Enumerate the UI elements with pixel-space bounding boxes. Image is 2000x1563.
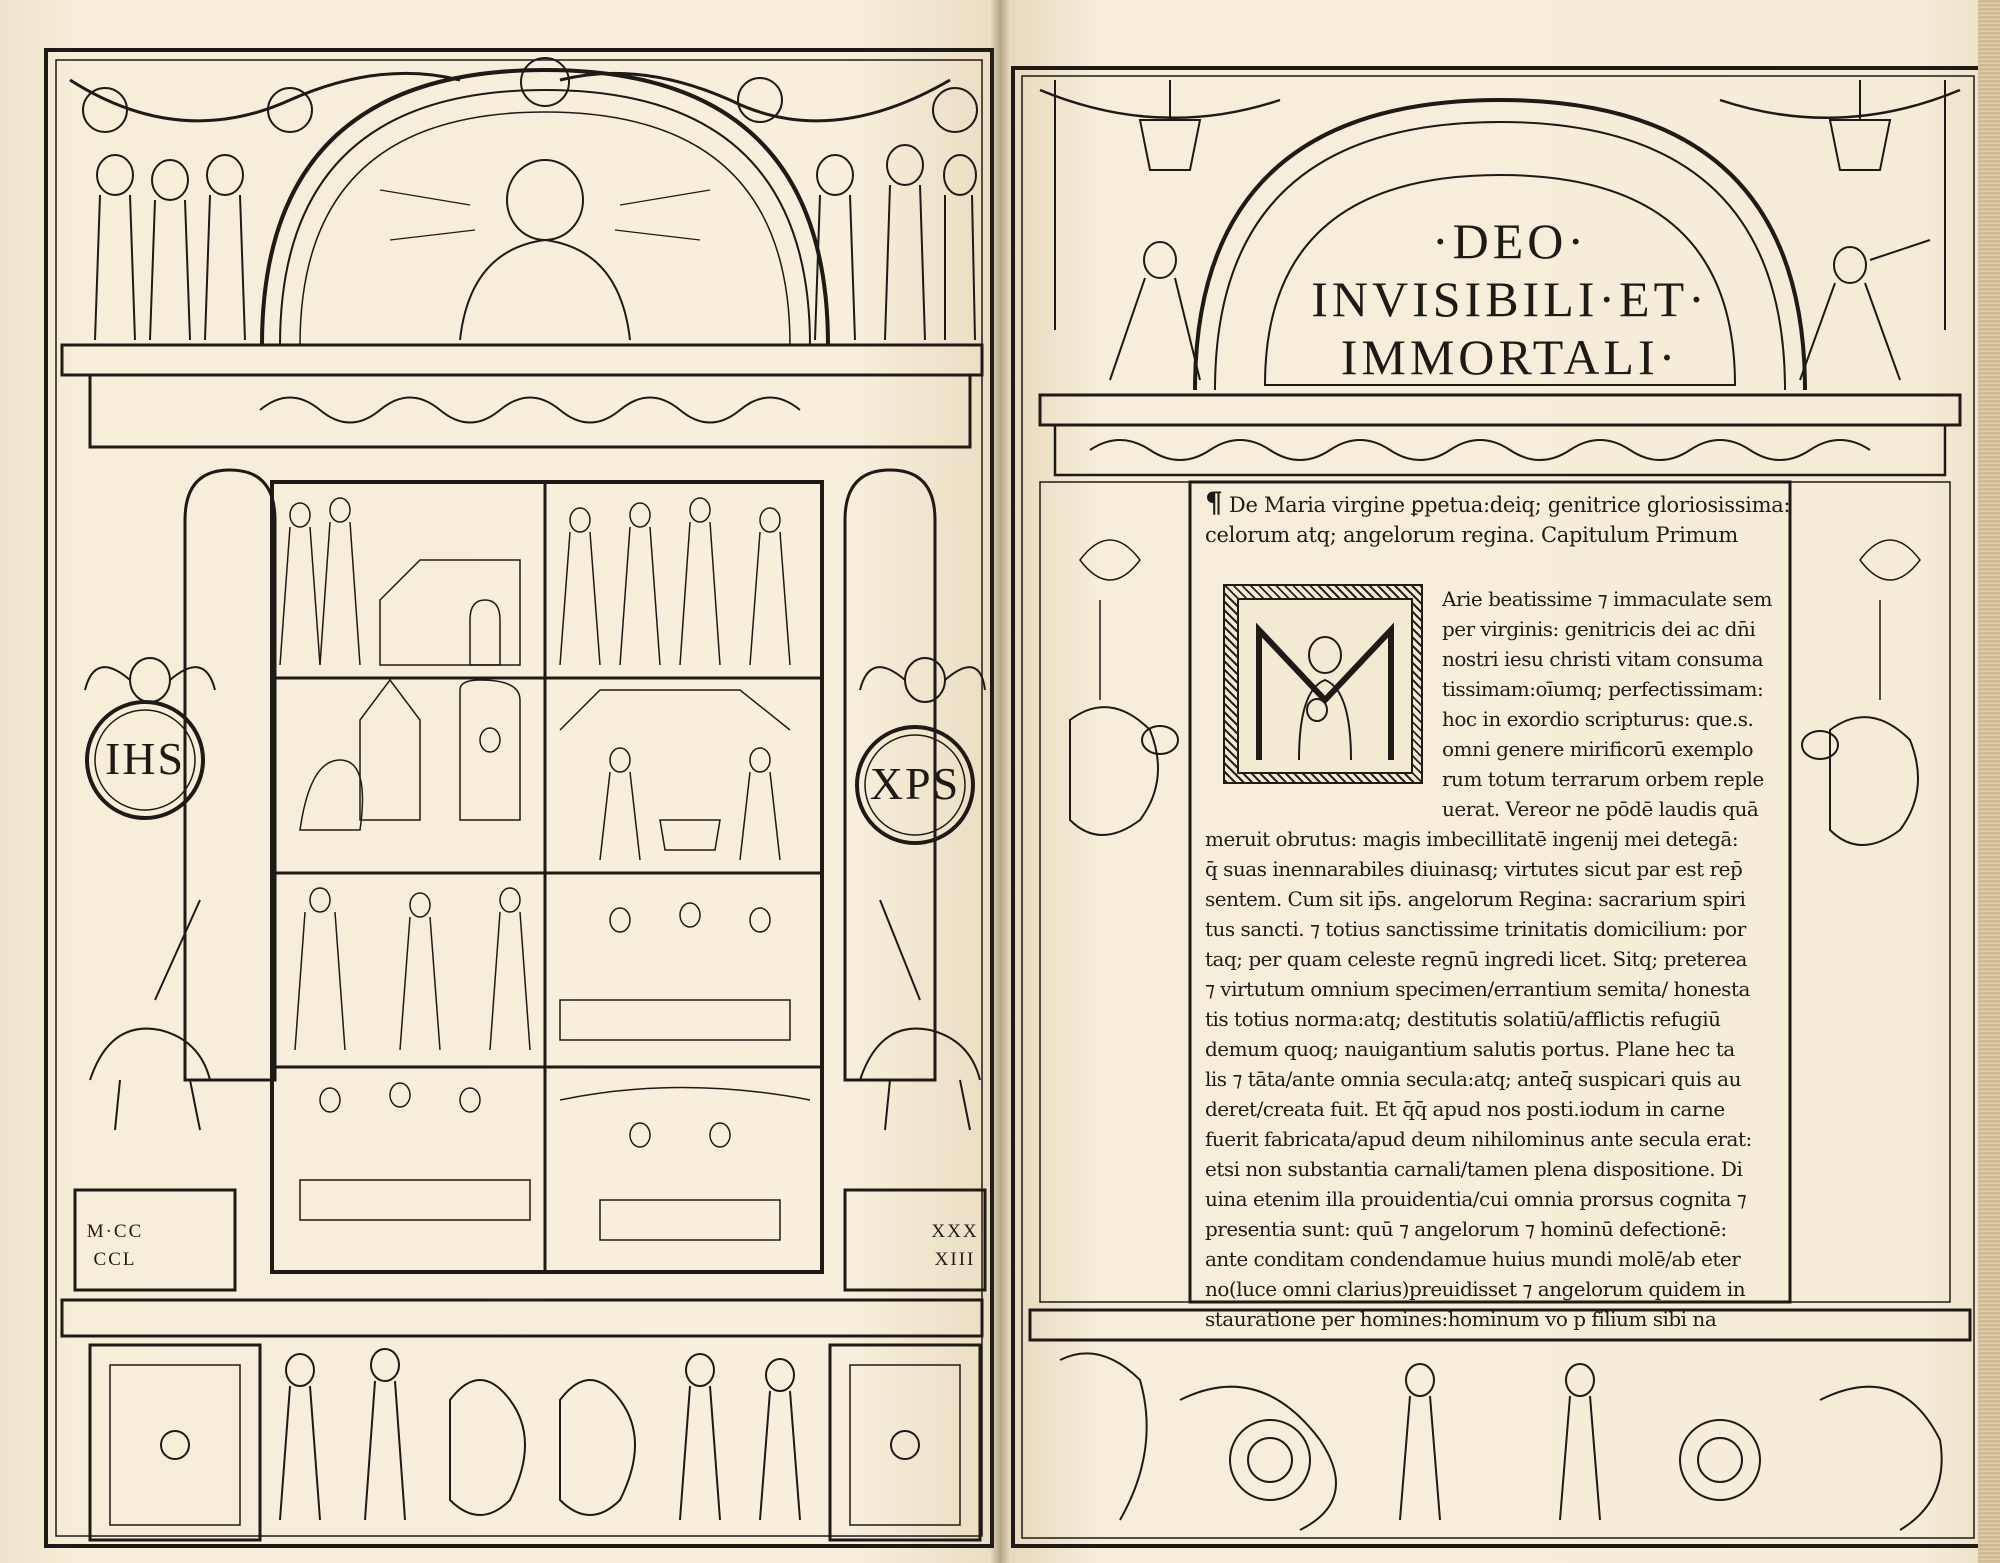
scene-dormition-icon (560, 903, 790, 1040)
chapter-heading-text-1: De Maria virgine ꝑpetua:deiq; genitrice gloriosissima: (1228, 493, 1791, 517)
body-line: tis totius norma:atq; destitutis solatiū/afflictis refugiū (1205, 1007, 1721, 1031)
putti-group-left-icon (95, 155, 245, 340)
acanthus-left-icon (1080, 540, 1140, 700)
body-line: tus sancti. ⁊ totius sanctissime trinitatis domicilium: por (1205, 917, 1746, 941)
body-line: ⁊ virtutum omnium specimen/errantium semita/ honesta (1205, 977, 1750, 1001)
scene-betrothal-icon (560, 498, 790, 665)
pilcrow-mark: ¶ (1205, 486, 1223, 519)
body-line: meruit obrutus: magis imbecillitatē ingenij mei detegā: (1205, 827, 1739, 851)
winged-cherub-right-icon (860, 658, 985, 702)
body-line: nostri iesu christi vitam consuma (1442, 647, 1763, 671)
dedication-title (1290, 212, 1730, 386)
right-page (1000, 0, 2000, 1563)
griffin-right-icon (1802, 717, 1918, 845)
chapter-text (1205, 486, 1791, 1331)
putti-group-right-icon (815, 145, 976, 340)
griffin-left-icon (1070, 707, 1178, 835)
body-line: demum quoq; nauigantium salutis portus. Plane hec ta (1205, 1037, 1735, 1061)
date-right-line-2: XIII (934, 1249, 976, 1270)
base-frieze-icon (1060, 1353, 1942, 1530)
frieze-putti-icon (280, 1349, 800, 1520)
body-line: no(luce omni clarius)preuidisset ⁊ angelorum quidem in (1205, 1277, 1746, 1301)
body-line: rum totum terrarum orbem reple (1442, 767, 1764, 791)
xps-monogram: XPS (869, 758, 961, 809)
urn-right-icon (1830, 80, 1890, 170)
body-line: fuerit fabricata/apud deum nihilominus ante secula erat: (1205, 1127, 1752, 1151)
chapter-body (1205, 584, 1775, 1334)
date-left-line-1: M·CC (86, 1221, 144, 1242)
body-line: q̄ suas inennarabiles diuinasq; virtutes sicut par est rep̄ (1205, 857, 1743, 881)
page-edges (1978, 0, 2000, 1563)
body-line: per virginis: genitricis dei ac dn̄i (1442, 617, 1756, 641)
scene-purification-icon (295, 888, 530, 1050)
body-line: omni genere mirificorū exemplo (1442, 737, 1754, 761)
body-line: stauratione per homines:hominum vo p filium sibi na (1205, 1307, 1717, 1331)
book-gutter (990, 0, 1010, 1563)
acanthus-right-icon (1860, 540, 1920, 700)
body-line: ante conditam condendamue huius mundi molē/ab eter (1205, 1247, 1741, 1271)
body-line: lis ⁊ tāta/ante omnia secula:atq; anteq̄ suspicari quis au (1205, 1067, 1741, 1091)
date-plinth-right (925, 1218, 985, 1274)
god-the-father-icon (380, 160, 710, 340)
chapter-heading-line-2: celorum atq; angelorum regina. Capitulum Primum (1205, 523, 1738, 547)
seated-putto-left-icon (1110, 242, 1200, 380)
body-line: presentia sunt: quū ⁊ angelorum ⁊ hominū defectionē: (1205, 1217, 1727, 1241)
title-line-2: INVISIBILI·ET· (1311, 271, 1709, 327)
knight-on-horse-right-icon (860, 900, 980, 1130)
body-line: taq; per quam celeste regnū ingredi licet. Sitq; preterea (1205, 947, 1747, 971)
date-plinth-left (75, 1218, 155, 1274)
urn-left-icon (1140, 80, 1200, 170)
trumpeting-putto-right-icon (1800, 240, 1930, 380)
scene-nativity-icon (560, 690, 790, 860)
body-line: hoc in exordio scripturus: que.s. (1442, 707, 1754, 731)
scene-presentation-icon (280, 498, 520, 665)
body-line: etsi non substantia carnali/tamen plena dispositione. Di (1205, 1157, 1743, 1181)
knight-on-horse-left-icon (90, 900, 210, 1130)
body-line: tissimam:oīumq; perfectissimam: (1442, 677, 1764, 701)
body-line: uerat. Vereor ne pōdē laudis quā (1442, 797, 1759, 821)
body-line: uina etenim illa prouidentia/cui omnia prorsus cognita ⁊ (1205, 1187, 1747, 1211)
title-line-1: ·DEO· (1431, 213, 1589, 269)
title-line-3: IMMORTALI· (1340, 329, 1680, 385)
chapter-heading-line-1 (1205, 486, 1791, 520)
date-left-line-2: CCL (93, 1249, 137, 1270)
scene-death-of-mary-icon (300, 1083, 530, 1220)
body-line: deret/creata fuit. Et q̄q̄ apud nos posti.iodum in carne (1205, 1097, 1725, 1121)
scene-coronation-icon (560, 1088, 810, 1241)
body-line: Arie beatissime ⁊ immaculate sem (1442, 587, 1772, 611)
winged-cherub-left-icon (85, 658, 215, 702)
ihs-monogram: IHS (104, 733, 186, 784)
body-line: sentem. Cum sit ip̄s. angelorum Regina: sacrarium spiri (1205, 887, 1746, 911)
scene-annunciation-icon (300, 680, 520, 830)
date-right-line-1: XXX (931, 1221, 979, 1242)
